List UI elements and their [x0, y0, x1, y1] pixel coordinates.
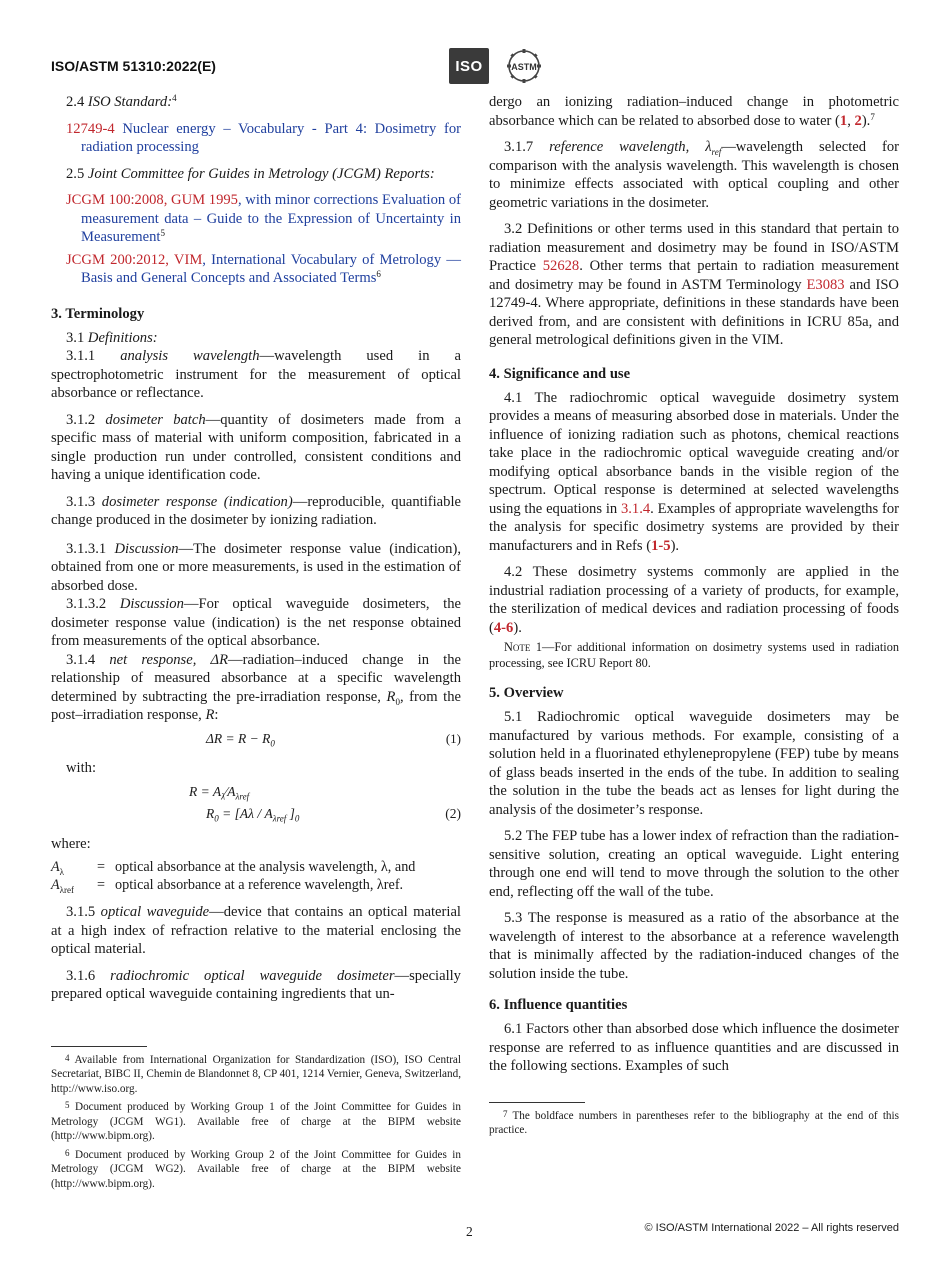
link-e3083[interactable]: E3083: [806, 276, 845, 293]
section-4-1: 4.1 The radiochromic optical waveguide dosimetry system provides a means of measuring absorbed dose in materials. Under the influence of ionizing radiation such as photons, chemical reactions take place in the radiochromic optical waveguide creating and/or modifying optical absorbance bands in the visible region of the spectrum. Optical response is determined at selected wavelengths using the equations in 3.1.4. Examples of appropriate wavelengths for the analysis for specific dosimetry systems are provided by their manufacturers and in Refs (1-5).: [489, 389, 899, 554]
section-5-1: 5.1 Radiochromic optical waveguide dosimeters may be manufactured by various methods. For example, consisting of a solution held in a fluorinated ethylenepropylene (FEP) tube by means of glass beads inserted in the ends of the tube. In addition to sealing the solution in the tube the beads act as lenses for light during the analysis of the dosimeter’s response.: [489, 709, 899, 818]
ref-title: Nuclear energy – Vocabulary - Part 4: Dosimetry for radiation processing: [81, 120, 461, 155]
definition-radiochromic-dosimeter: 3.1.6 radiochromic optical waveguide dosimeter—specially prepared optical waveguide containing ingredients that un-: [51, 967, 461, 1003]
section-2-4: 2.4 ISO Standard:$^4$: [66, 93, 177, 110]
bib-ref-1[interactable]: 1: [839, 112, 848, 129]
footnote-5: $^5$ Document produced by Working Group 1 of the Joint Committee for Guides in Metrology (JCGM WG1). Available free of charge at the BIPM website (http://www.bipm.org).: [51, 1100, 462, 1143]
definition-optical-waveguide: 3.1.5 optical waveguide—device that contains an optical material at a high index of refraction relative to the material enclosing the optical material.: [51, 904, 461, 958]
equation-2: $R = A_\lambda⁄A_{\lambda ref}$ $R_0 = [A\lambda / A_{\lambda ref}$ ]$_0$ (2): [189, 784, 461, 824]
footnote-7: $^7$ The boldface numbers in parentheses refer to the bibliography at the end of this practice.: [489, 1108, 899, 1137]
section-heading-terminology: 3. Terminology: [51, 305, 145, 322]
definition-continuation: dergo an ionizing radiation–induced change in photometric absorbance which can be related to absorbed dose to water (1, 2).$^7$: [489, 94, 899, 129]
iso-12749-4-reference[interactable]: [51, 120, 461, 157]
symbol-definitions: $A_\lambda$ = optical absorbance at the analysis wavelength, λ, and $A_{\lambda ref}$ = optical absorbance at a reference wavelength, λref.: [51, 858, 416, 896]
copyright-notice: © ISO/ASTM International 2022 – All rights reserved: [644, 1222, 899, 1234]
section-2-5: 2.5 Joint Committee for Guides in Metrology (JCGM) Reports:: [66, 165, 435, 182]
left-column: [51, 93, 461, 1195]
link-3-1-4[interactable]: 3.1.4: [620, 500, 651, 517]
ref-code: 12749-4: [66, 120, 115, 137]
bib-ref-4-6[interactable]: 4-6: [493, 619, 514, 636]
section-6-1: 6.1 Factors other than absorbed dose which influence the dosimeter response are referred to as influence quantities and are discussed in the following sections. Examples of such: [489, 1021, 900, 1075]
section-5-3: 5.3 The response is measured as a ratio of the absorbance at the wavelength of interest to the absorbance at a reference wavelength that is minimally affected by the radiation-induced changes of the solution inside the tube.: [489, 910, 899, 982]
footnote-divider: [51, 1046, 147, 1047]
footnote-4: $^4$ Available from International Organization for Standardization (ISO), ISO Central Secretariat, BIBC II, Chemin de Blandonnet 8, CP 401, 1214 Vernier, Geneva, Switzerland, http://www.iso.org.: [51, 1052, 462, 1095]
jcgm-100-reference[interactable]: JCGM 100:2008, GUM 1995, with minor corrections Evaluation of measurement data – Guide to the Expression of Uncertainty in Measurement$^5$: [66, 192, 461, 245]
bib-ref-1-5[interactable]: 1-5: [651, 537, 671, 554]
discussion-3-1-3-1: 3.1.3.1 Discussion—The dosimeter response value (indication), obtained from one or more measurements, is used in the estimation of absorbed dose.: [51, 540, 461, 594]
with-label: with:: [66, 759, 96, 776]
astm-logo: [504, 48, 544, 84]
footnote-divider-right: [489, 1102, 585, 1103]
section-4-2: 4.2 These dosimetry systems commonly are applied in the industrial radiation processing of a variety of products, for example, the sterilization of medical devices and radiation processing of foods (4-6).: [489, 564, 899, 636]
section-heading-influence: 6. Influence quantities: [489, 997, 628, 1014]
note-1: Note 1—For additional information on dosimetry systems used in radiation processing, see ICRU Report 80.: [489, 640, 899, 671]
equation-1: $\Delta R = R - R_0$ (1): [206, 730, 461, 749]
iso-logo: ISO: [449, 48, 489, 84]
section-heading-overview: 5. Overview: [489, 685, 564, 702]
link-52628[interactable]: 52628: [542, 258, 580, 275]
document-id: ISO/ASTM 51310:2022(E): [51, 58, 216, 74]
discussion-3-1-3-2: 3.1.3.2 Discussion—For optical waveguide dosimeters, the dosimeter response value (indication) is the net response obtained from measurements of the optical absorbance.: [51, 596, 462, 649]
definition-reference-wavelength: 3.1.7 reference wavelength, $\lambda_{ref}—wavelength$ selected for comparison with the analysis wavelength. This wavelength is chosen to minimize effects associated with optical coupling and other geometric variations in the dosimeter.: [489, 139, 899, 211]
where-label: where:: [51, 836, 91, 853]
definition-dosimeter-response: 3.1.3 dosimeter response (indication)—reproducible, quantifiable change produced in the dosimeter by ionizing radiation.: [51, 493, 461, 528]
right-column: [489, 93, 899, 1142]
definition-net-response: 3.1.4 net response, ΔR—radiation–induced change in the relationship of measured absorbance at a specific wavelength determined by subtracting the pre-irradiation response, $R_0$, from the post–irradiation response, R:: [51, 651, 461, 724]
section-5-2: 5.2 The FEP tube has a lower index of refraction than the radiation-sensitive solution, creating an optical waveguide. Light entering through one end will tend to move through the solution to the other end, reflecting off the wall of the tube.: [489, 828, 899, 900]
section-3-1: 3.1 Definitions:: [66, 329, 158, 346]
svg-text:ASTM: ASTM: [511, 62, 537, 72]
footnote-6: $^6$ Document produced by Working Group 2 of the Joint Committee for Guides in Metrology (JCGM WG2). Available free of charge at the BIPM website (http://www.bipm.org).: [51, 1147, 462, 1190]
bib-ref-2[interactable]: 2: [854, 112, 862, 129]
page-number: 2: [466, 1224, 473, 1239]
section-3-2: 3.2 Definitions or other terms used in this standard that pertain to radiation measurement and dosimetry may be found in ISO/ASTM Practice 52628. Other terms that pertain to radiation measurement and dosimetry may be found in ASTM Terminology E3083 and ISO 12749-4. Where appropriate, definitions in these standards have been derived from, and are consistent with definitions in ICRU 85a, and general metrological definitions given in the VIM.: [489, 221, 899, 349]
jcgm-200-reference[interactable]: JCGM 200:2012, VIM, International Vocabulary of Metrology — Basis and General Concepts and Associated Terms$^6$: [66, 251, 461, 286]
definition-analysis-wavelength: 3.1.1 analysis wavelength—wavelength used in a spectrophotometric instrument for the measurement of optical absorbance or reflectance.: [51, 348, 461, 401]
section-heading-significance: 4. Significance and use: [489, 365, 631, 382]
definition-dosimeter-batch: 3.1.2 dosimeter batch—quantity of dosimeters made from a specific mass of material with uniform composition, fabricated in a single production run under controlled, consistent conditions and having a unique identification code.: [51, 411, 461, 483]
